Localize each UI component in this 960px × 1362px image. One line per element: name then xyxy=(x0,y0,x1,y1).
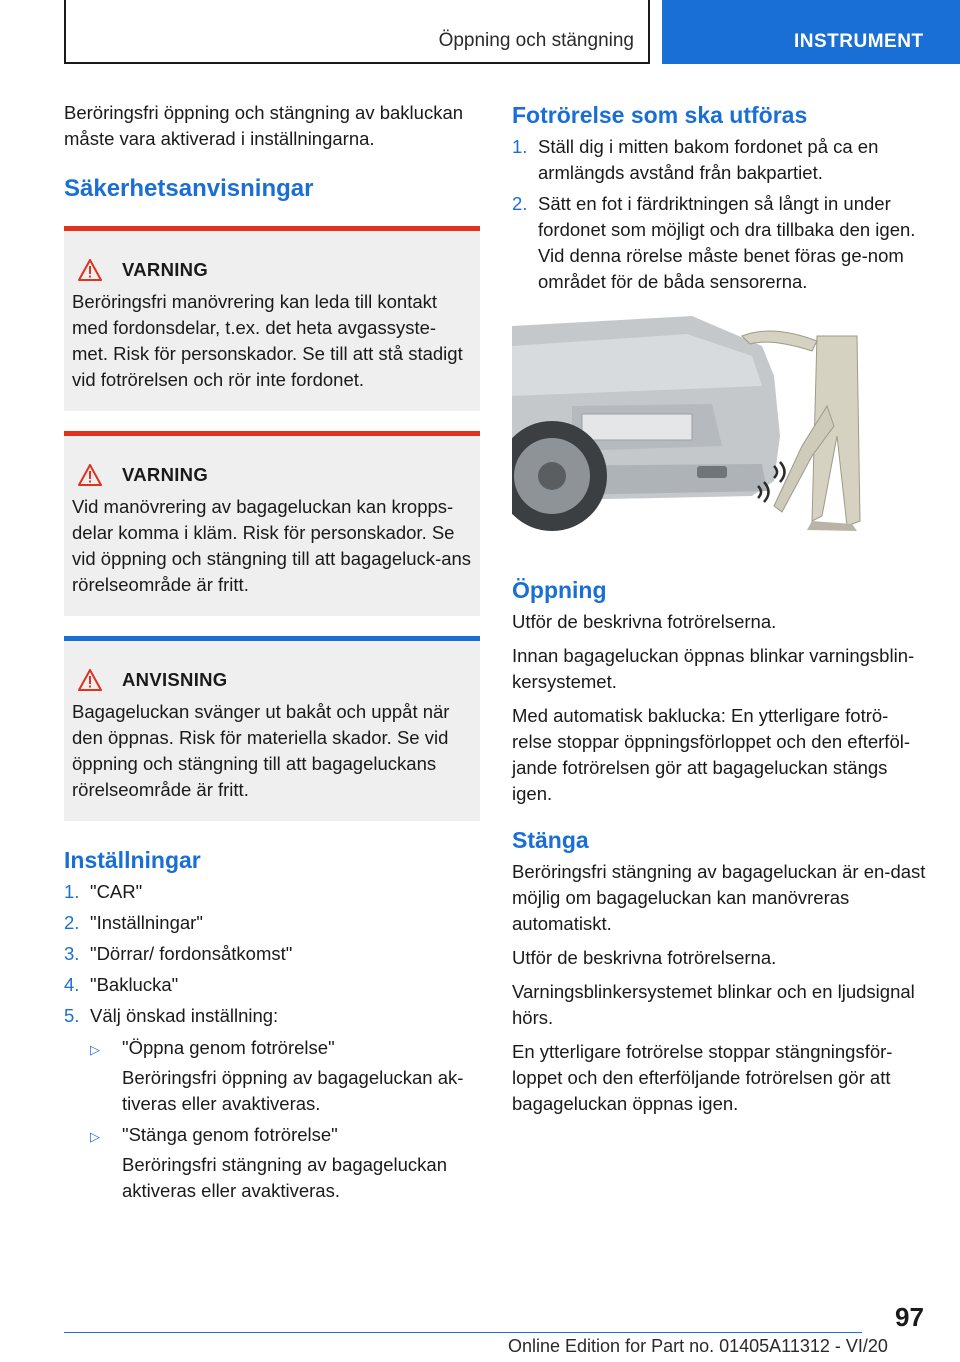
warning-triangle-icon xyxy=(78,669,102,691)
intro-paragraph: Beröringsfri öppning och stängning av bakluckan måste vara aktiverad i inställningarna. xyxy=(64,102,464,149)
close-paragraph: Varningsblinkersystemet blinkar och en ljudsignal hörs. xyxy=(512,981,915,1028)
safety-heading: Säkerhetsanvisningar xyxy=(64,175,314,202)
header-section-tab xyxy=(64,0,650,64)
option-content xyxy=(122,1035,480,1117)
option-label: "Stänga genom fotrörelse" xyxy=(122,1124,338,1145)
notice-title: ANVISNING xyxy=(122,669,228,690)
step-text: "CAR" xyxy=(90,881,143,902)
right-column xyxy=(512,100,928,1125)
header-chapter-title: INSTRUMENT xyxy=(794,31,924,52)
bullet-triangle-icon: ▷ xyxy=(90,1129,100,1144)
step-text-container xyxy=(90,1003,480,1209)
step-number: 5. xyxy=(64,1005,80,1026)
option-content xyxy=(122,1122,480,1204)
header-chapter-tab xyxy=(662,0,960,64)
close-paragraph: Beröringsfri stängning av bagageluckan är en-dast möjlig om bagageluckan kan manövreras automatiskt. xyxy=(512,861,926,934)
notice-box xyxy=(64,636,480,821)
bullet-triangle-icon: ▷ xyxy=(90,1042,100,1057)
close-paragraph: En ytterligare fotrörelse stoppar stängningsför-loppet och den efterföljande fotrörelsen gör att bagageluckan öppnas igen. xyxy=(512,1041,893,1114)
notice-title-row xyxy=(78,667,472,693)
warning-text: Vid manövrering av bagageluckan kan kropps-delar komma i kläm. Risk för personskador. Se vid öppning och stängning till att bagageluck-ans rörelseområde är fritt. xyxy=(72,496,472,595)
left-column xyxy=(64,100,480,1214)
step-text: "Dörrar/ fordonsåtkomst" xyxy=(90,943,293,964)
warning-box-2 xyxy=(64,431,480,616)
option-description: Beröringsfri öppning av bagageluckan ak-tiveras eller avaktiveras. xyxy=(122,1067,464,1114)
list-item xyxy=(64,972,480,998)
notice-text: Bagageluckan svänger ut bakåt och uppåt när den öppnas. Risk för materiella skador. Se vid öppning och stängning till att bagageluckans rörelseområde är fritt. xyxy=(72,701,450,800)
step-number: 2. xyxy=(512,193,528,214)
footer-edition: Online Edition for Part no. 01405A11312 - VI/20 xyxy=(508,1336,888,1356)
step-number: 1. xyxy=(512,136,528,157)
step-text: Ställ dig i mitten bakom fordonet på ca en armlängds avstånd från bakpartiet. xyxy=(538,136,879,183)
option-description: Beröringsfri stängning av bagageluckan aktiveras eller avaktiveras. xyxy=(122,1154,447,1201)
warning-triangle-icon xyxy=(78,259,102,281)
close-heading: Stänga xyxy=(512,827,589,853)
header-section-title: Öppning och stängning xyxy=(438,30,634,51)
open-paragraph: Med automatisk baklucka: En ytterligare fotrö-relse stoppar öppningsförloppet och den efterföl-jande fotrörelsen gör att bagageluckan stängs igen. xyxy=(512,705,911,804)
list-item xyxy=(512,191,928,295)
step-number: 1. xyxy=(64,881,80,902)
footer-divider xyxy=(64,1332,862,1333)
list-item xyxy=(64,1003,480,1209)
settings-steps-list xyxy=(64,879,480,1209)
open-paragraph: Utför de beskrivna fotrörelserna. xyxy=(512,611,777,632)
list-item xyxy=(64,910,480,936)
open-heading: Öppning xyxy=(512,577,607,603)
step-text: "Baklucka" xyxy=(90,974,179,995)
warning-text: Beröringsfri manövrering kan leda till kontakt med fordonsdelar, t.ex. det heta avgassyste-met. Risk för personskador. Se till att stå stadigt vid fotrörelsen och rör inte fordonet. xyxy=(72,291,463,390)
warning-box-1 xyxy=(64,226,480,411)
step-number: 4. xyxy=(64,974,80,995)
list-item xyxy=(90,1035,480,1117)
step-text: Sätt en fot i färdriktningen så långt in under fordonet som möjligt och dra tillbaka den igen. Vid denna rörelse måste benet föras ge-nom området för de båda sensorerna. xyxy=(538,193,916,292)
list-item xyxy=(64,941,480,967)
list-item xyxy=(512,134,928,186)
step-text: Välj önskad inställning: xyxy=(90,1005,279,1026)
list-item xyxy=(90,1122,480,1204)
warning-title-row xyxy=(78,257,472,283)
warning-title: VARNING xyxy=(122,464,209,485)
option-label: "Öppna genom fotrörelse" xyxy=(122,1037,335,1058)
warning-triangle-icon xyxy=(78,464,102,486)
list-item xyxy=(64,879,480,905)
open-paragraph: Innan bagageluckan öppnas blinkar varningsblin-kersystemet. xyxy=(512,645,915,692)
step-number: 2. xyxy=(64,912,80,933)
page-number: 97 xyxy=(895,1302,924,1332)
settings-heading: Inställningar xyxy=(64,847,201,873)
step-number: 3. xyxy=(64,943,80,964)
motion-heading: Fotrörelse som ska utföras xyxy=(512,102,808,128)
warning-title-row xyxy=(78,462,472,488)
warning-title: VARNING xyxy=(122,259,209,280)
options-list xyxy=(90,1035,480,1204)
step-text: "Inställningar" xyxy=(90,912,203,933)
motion-steps-list xyxy=(512,134,928,295)
foot-gesture-illustration xyxy=(512,316,864,538)
close-paragraph: Utför de beskrivna fotrörelserna. xyxy=(512,947,777,968)
